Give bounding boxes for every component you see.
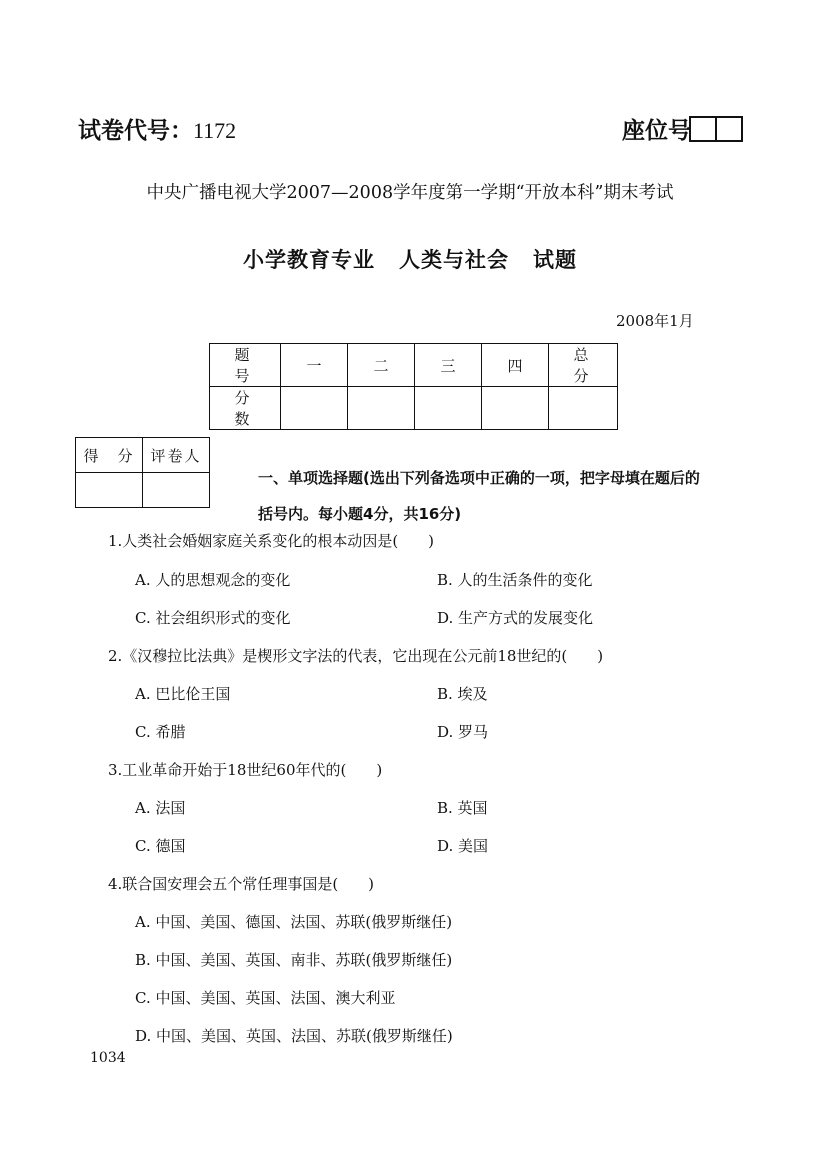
question-option: C. 德国 bbox=[135, 837, 186, 855]
section-heading-line: 一、单项选择题(选出下列备选项中正确的一项，把字母填在题后的 bbox=[258, 469, 700, 487]
question-option: A. 人的思想观念的变化 bbox=[135, 571, 291, 589]
question-option: A. 中国、美国、德国、法国、苏联(俄罗斯继任) bbox=[135, 913, 453, 931]
question-option: D. 罗马 bbox=[437, 723, 489, 741]
question-option: C. 中国、美国、英国、法国、澳大利亚 bbox=[135, 989, 396, 1007]
score-table-cell: 四 bbox=[482, 344, 549, 387]
question-stem: 3.工业革命开始于18世纪60年代的( ) bbox=[108, 761, 383, 779]
question-option: A. 法国 bbox=[135, 799, 186, 817]
score-input-cell[interactable] bbox=[549, 387, 618, 430]
score-input-cell[interactable] bbox=[281, 387, 348, 430]
score-input-cell[interactable] bbox=[482, 387, 549, 430]
exam-title: 中央广播电视大学2007—2008学年度第一学期“开放本科”期末考试 bbox=[146, 183, 674, 203]
section-heading bbox=[258, 460, 758, 532]
seat-box-2[interactable] bbox=[715, 116, 743, 142]
subject-title bbox=[0, 244, 820, 274]
score-table-cell: 一 bbox=[281, 344, 348, 387]
exam-date: 2008年1月 bbox=[616, 312, 694, 330]
score-table-header-row bbox=[210, 344, 618, 387]
score-table-cell: 二 bbox=[348, 344, 415, 387]
paper-code-number: 1172 bbox=[193, 118, 237, 143]
score-input-cell[interactable] bbox=[348, 387, 415, 430]
question-option: C. 希腊 bbox=[135, 723, 186, 741]
section-heading-line: 括号内。每小题4分，共16分) bbox=[258, 505, 462, 523]
question-stem: 1.人类社会婚姻家庭关系变化的根本动因是( ) bbox=[108, 532, 435, 550]
paper-kind: 试题 bbox=[533, 248, 577, 272]
question-option: A. 巴比伦王国 bbox=[135, 685, 231, 703]
score-table-cell: 分 数 bbox=[210, 387, 281, 430]
grader-name-cell[interactable] bbox=[143, 473, 210, 508]
grader-table bbox=[75, 437, 210, 508]
score-table bbox=[209, 343, 618, 430]
score-table-cell: 总 分 bbox=[549, 344, 618, 387]
grader-score-cell[interactable] bbox=[76, 473, 143, 508]
question-option: B. 中国、美国、英国、南非、苏联(俄罗斯继任) bbox=[135, 951, 453, 969]
question-option: B. 埃及 bbox=[437, 685, 488, 703]
question-option: D. 美国 bbox=[437, 837, 489, 855]
question-option: B. 人的生活条件的变化 bbox=[437, 571, 593, 589]
grader-table-header-row bbox=[76, 438, 210, 473]
seat-box-1[interactable] bbox=[689, 116, 717, 142]
score-input-cell[interactable] bbox=[415, 387, 482, 430]
seat-number bbox=[622, 112, 743, 145]
paper-code-label: 试卷代号： bbox=[78, 118, 193, 144]
major-name: 小学教育专业 bbox=[243, 248, 375, 272]
score-table-cell: 题 号 bbox=[210, 344, 281, 387]
score-table-score-row bbox=[210, 387, 618, 430]
grader-score-label: 得 分 bbox=[76, 438, 143, 473]
seat-label: 座位号 bbox=[622, 118, 691, 144]
page-number: 1034 bbox=[90, 1050, 126, 1066]
question-option: B. 英国 bbox=[437, 799, 488, 817]
question-stem: 4.联合国安理会五个常任理事国是( ) bbox=[108, 875, 375, 893]
score-table-cell: 三 bbox=[415, 344, 482, 387]
question-option: D. 生产方式的发展变化 bbox=[437, 609, 594, 627]
grader-table-input-row bbox=[76, 473, 210, 508]
course-name: 人类与社会 bbox=[399, 248, 509, 272]
question-stem: 2.《汉穆拉比法典》是楔形文字法的代表，它出现在公元前18世纪的( ) bbox=[108, 647, 604, 665]
question-option: D. 中国、美国、英国、法国、苏联(俄罗斯继任) bbox=[135, 1027, 453, 1045]
paper-code bbox=[78, 112, 236, 145]
question-option: C. 社会组织形式的变化 bbox=[135, 609, 291, 627]
grader-name-label: 评卷人 bbox=[143, 438, 210, 473]
